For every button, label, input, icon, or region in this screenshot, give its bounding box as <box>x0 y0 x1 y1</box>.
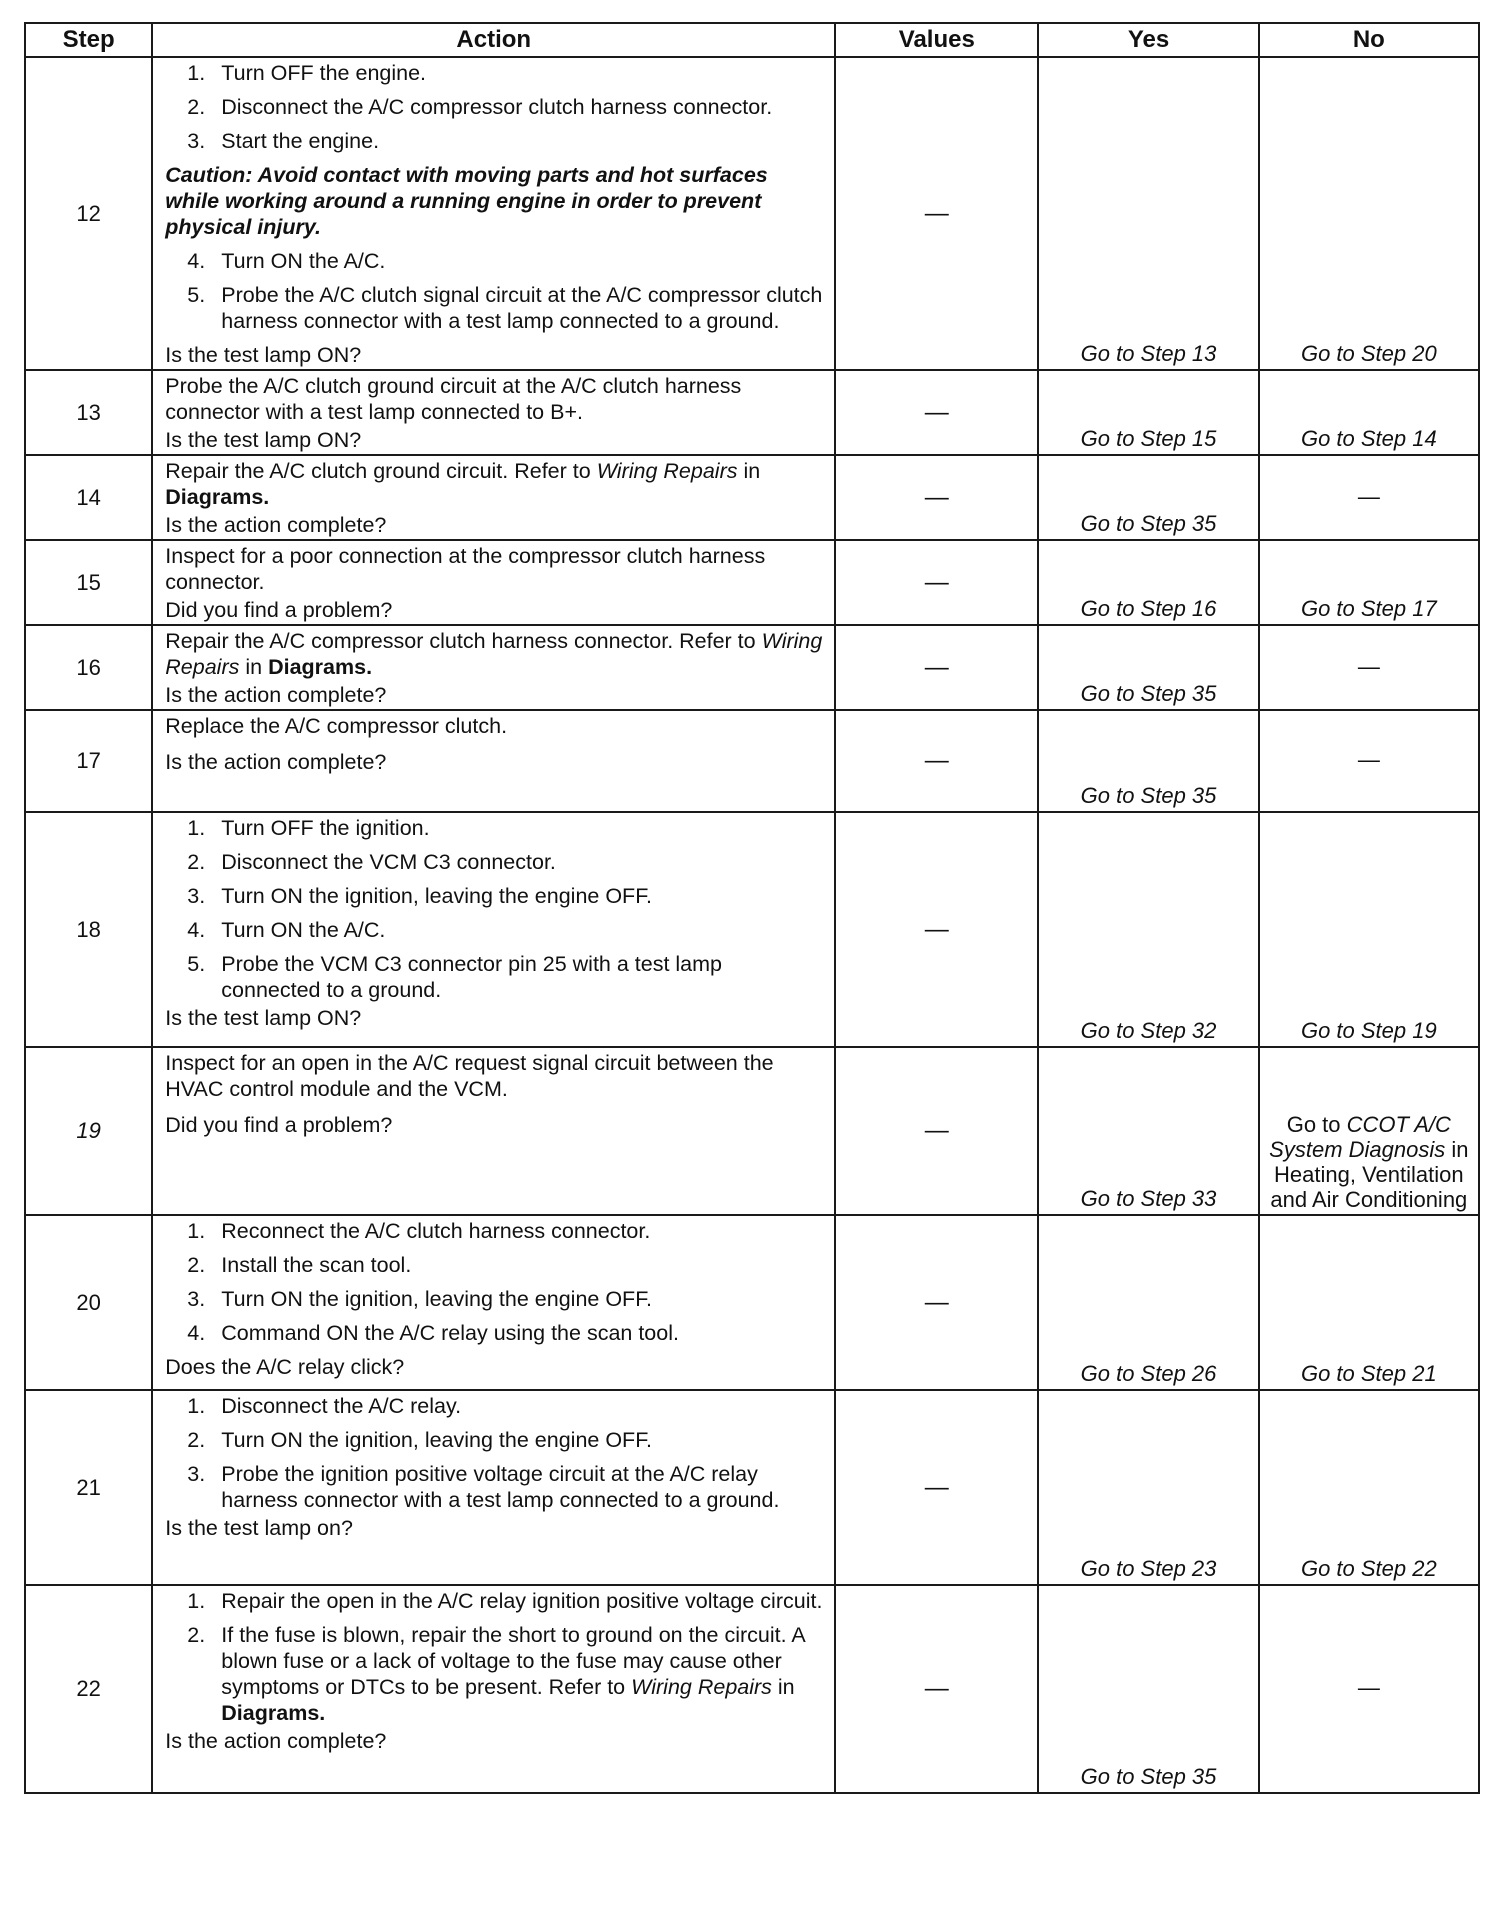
yes-cell: Go to Step 26 <box>1038 1215 1258 1390</box>
values-cell: — <box>835 370 1038 455</box>
action-cell <box>152 1585 835 1793</box>
no-cell: Go to CCOT A/C System Diagnosis in Heating, Ventilation and Air Conditioning <box>1259 1047 1479 1215</box>
no-cell: — <box>1259 625 1479 710</box>
step-number: 21 <box>25 1390 152 1585</box>
table-row-step-17 <box>25 710 1479 812</box>
question-text: Is the test lamp ON? <box>165 428 362 452</box>
table-row-step-21 <box>25 1390 1479 1585</box>
reference-link: Wiring Repairs <box>165 629 823 679</box>
question-text: Is the action complete? <box>165 1729 387 1753</box>
yes-cell: Go to Step 35 <box>1038 455 1258 540</box>
yes-cell: Go to Step 23 <box>1038 1390 1258 1585</box>
values-cell: — <box>835 455 1038 540</box>
action-cell <box>152 540 835 625</box>
list-item: 4. Command ON the A/C relay using the scan tool. <box>187 1321 679 1345</box>
step-number: 22 <box>25 1585 152 1793</box>
values-cell: — <box>835 1215 1038 1390</box>
yes-cell: Go to Step 32 <box>1038 812 1258 1047</box>
step-number: 20 <box>25 1215 152 1390</box>
step-number: 16 <box>25 625 152 710</box>
table-row-step-15 <box>25 540 1479 625</box>
list-item: 3. Probe the ignition positive voltage circuit at the A/C relay harness connector with a test lamp connected to a ground. <box>187 1462 780 1512</box>
list-item: 3. Turn ON the ignition, leaving the engine OFF. <box>187 1287 652 1311</box>
question-text: Is the action complete? <box>165 750 387 774</box>
action-cell <box>152 455 835 540</box>
values-cell: — <box>835 812 1038 1047</box>
question-text: Did you find a problem? <box>165 598 393 622</box>
header-yes: Yes <box>1038 23 1258 57</box>
no-cell: Go to Step 21 <box>1259 1215 1479 1390</box>
list-item: 2. Turn ON the ignition, leaving the engine OFF. <box>187 1428 652 1452</box>
list-item: 3. Start the engine. <box>187 129 380 153</box>
action-cell <box>152 1047 835 1215</box>
yes-cell: Go to Step 15 <box>1038 370 1258 455</box>
values-cell: — <box>835 625 1038 710</box>
action-text: Repair the A/C compressor clutch harness connector. Refer to Wiring Repairs in Diagrams. <box>165 629 823 679</box>
list-item: 4. Turn ON the A/C. <box>187 249 386 273</box>
yes-cell: Go to Step 33 <box>1038 1047 1258 1215</box>
table-row-step-20 <box>25 1215 1479 1390</box>
action-cell <box>152 625 835 710</box>
action-text: Inspect for an open in the A/C request signal circuit between the HVAC control module and the VCM. <box>165 1051 774 1101</box>
yes-cell: Go to Step 35 <box>1038 625 1258 710</box>
action-text: Inspect for a poor connection at the compressor clutch harness connector. <box>165 544 766 594</box>
caution-note: Caution: Avoid contact with moving parts and hot surfaces while working around a running engine in order to prevent physical injury. <box>165 163 768 239</box>
question-text: Is the test lamp on? <box>165 1516 353 1540</box>
step-number: 14 <box>25 455 152 540</box>
step-number: 17 <box>25 710 152 812</box>
list-item: 1. Turn OFF the ignition. <box>187 816 430 840</box>
table-row-step-22 <box>25 1585 1479 1793</box>
question-text: Is the action complete? <box>165 683 387 707</box>
action-text: Replace the A/C compressor clutch. <box>165 714 508 738</box>
action-cell <box>152 370 835 455</box>
values-cell: — <box>835 710 1038 812</box>
reference-link: CCOT A/C System Diagnosis <box>1269 1112 1451 1162</box>
table-row-step-18 <box>25 812 1479 1047</box>
step-number: 18 <box>25 812 152 1047</box>
no-cell: — <box>1259 1585 1479 1793</box>
section-name: Diagrams <box>268 655 367 679</box>
yes-cell: Go to Step 35 <box>1038 1585 1258 1793</box>
question-text: Did you find a problem? <box>165 1113 393 1137</box>
list-item: 2. Disconnect the A/C compressor clutch harness connector. <box>187 95 773 119</box>
no-cell: Go to Step 17 <box>1259 540 1479 625</box>
action-cell <box>152 1215 835 1390</box>
action-cell <box>152 812 835 1047</box>
list-item: 5. Probe the VCM C3 connector pin 25 with a test lamp connected to a ground. <box>187 952 723 1002</box>
diagnostic-table <box>24 22 1480 1794</box>
list-item: 1. Repair the open in the A/C relay ignition positive voltage circuit. <box>187 1589 823 1613</box>
yes-cell: Go to Step 13 <box>1038 57 1258 370</box>
action-text: Probe the A/C clutch ground circuit at the A/C clutch harness connector with a test lamp connected to B+. <box>165 374 742 424</box>
list-item: 1. Turn OFF the engine. <box>187 61 427 85</box>
question-text: Is the test lamp ON? <box>165 343 362 367</box>
list-item: 2. If the fuse is blown, repair the short to ground on the circuit. A blown fuse or a lack of voltage to the fuse may cause other symptoms or DTCs to be present. Refer to Wiring Repairs in Diagrams. <box>187 1623 805 1725</box>
values-cell: — <box>835 540 1038 625</box>
question-text: Is the test lamp ON? <box>165 1006 362 1030</box>
header-no: No <box>1259 23 1479 57</box>
header-values: Values <box>835 23 1038 57</box>
step-number: 13 <box>25 370 152 455</box>
section-name: Diagrams <box>221 1701 320 1725</box>
table-row-step-19 <box>25 1047 1479 1215</box>
action-cell <box>152 710 835 812</box>
action-text: Repair the A/C clutch ground circuit. Refer to Wiring Repairs in Diagrams. <box>165 459 761 509</box>
header-action: Action <box>152 23 835 57</box>
list-item: 1. Reconnect the A/C clutch harness connector. <box>187 1219 651 1243</box>
action-cell <box>152 57 835 370</box>
values-cell: — <box>835 1585 1038 1793</box>
reference-link: Wiring Repairs <box>596 459 738 483</box>
values-cell: — <box>835 1390 1038 1585</box>
table-row-step-13 <box>25 370 1479 455</box>
step-number: 15 <box>25 540 152 625</box>
table-row-step-14 <box>25 455 1479 540</box>
list-item: 1. Disconnect the A/C relay. <box>187 1394 462 1418</box>
header-step: Step <box>25 23 152 57</box>
table-row-step-16 <box>25 625 1479 710</box>
yes-cell: Go to Step 35 <box>1038 710 1258 812</box>
list-item: 2. Install the scan tool. <box>187 1253 412 1277</box>
question-text: Is the action complete? <box>165 513 387 537</box>
section-name: Diagrams <box>165 485 264 509</box>
yes-cell: Go to Step 16 <box>1038 540 1258 625</box>
list-item: 3. Turn ON the ignition, leaving the engine OFF. <box>187 884 652 908</box>
action-cell <box>152 1390 835 1585</box>
list-item: 4. Turn ON the A/C. <box>187 918 386 942</box>
list-item: 5. Probe the A/C clutch signal circuit at the A/C compressor clutch harness connector with a test lamp connected to a ground. <box>187 283 823 333</box>
no-cell: — <box>1259 455 1479 540</box>
step-number: 12 <box>25 57 152 370</box>
table-row-step-12 <box>25 57 1479 370</box>
values-cell: — <box>835 1047 1038 1215</box>
reference-link: Wiring Repairs <box>631 1675 772 1699</box>
question-text: Does the A/C relay click? <box>165 1355 405 1379</box>
no-cell: Go to Step 22 <box>1259 1390 1479 1585</box>
values-cell: — <box>835 57 1038 370</box>
no-cell: Go to Step 14 <box>1259 370 1479 455</box>
list-item: 2. Disconnect the VCM C3 connector. <box>187 850 556 874</box>
step-number: 19 <box>25 1047 152 1215</box>
no-cell: — <box>1259 710 1479 812</box>
no-cell: Go to Step 20 <box>1259 57 1479 370</box>
header-row <box>25 23 1479 57</box>
no-cell: Go to Step 19 <box>1259 812 1479 1047</box>
